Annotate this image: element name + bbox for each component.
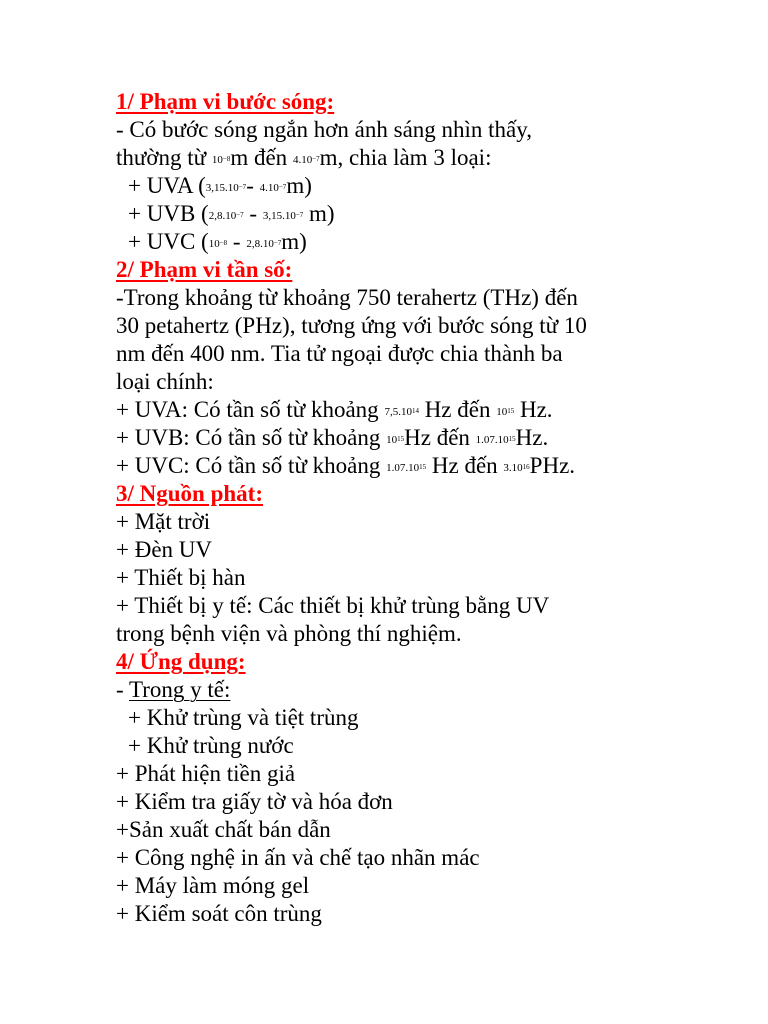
section2-paragraph-line: nm đến 400 nm. Tia tử ngoại được chia thành ba <box>116 341 563 366</box>
section1-uvb: + UVB ($2,8.10^{-7} - 3,15.10^{-7}$ m) <box>128 201 335 226</box>
section2-uva: + UVA: Có tần số từ khoảng 7,5.10$^{14}$ Hz đến $10^{15}$ Hz. <box>116 397 553 422</box>
formula: $2,8.10^{-7}$ <box>246 238 282 250</box>
formula: $2,8.10^{-7}$ <box>208 210 244 222</box>
section2-uvb: + UVB: Có tần số từ khoảng $10^{15}Hz$ đến 1.07.10$^{15}$Hz. <box>116 425 549 450</box>
formula: 1.07.10$^{15}$ <box>386 462 427 474</box>
medical-subheading: - Trong y tế: <box>116 677 231 702</box>
section2-uvc: + UVC: Có tần số từ khoảng 1.07.10$^{15}$ Hz đến 3.10$^{16}$PHz. <box>116 453 576 478</box>
list-item: + Mặt trời <box>116 509 211 534</box>
formula: $10^{-8}$ <box>211 154 231 166</box>
section2-paragraph-line: loại chính: <box>116 369 214 394</box>
formula: 3.10$^{16}$ <box>503 462 530 474</box>
list-item: + Thiết bị y tế: Các thiết bị khử trùng bằng UV <box>116 593 550 618</box>
section4-heading: 4/ Ứng dụng: <box>116 649 246 674</box>
formula: $3,15.10^{-7}$ <box>262 210 304 222</box>
formula: $4.10^{-7}$ <box>292 154 320 166</box>
list-item: + Công nghệ in ấn và chế tạo nhãn mác <box>116 845 480 870</box>
section1-heading: 1/ Phạm vi bước sóng: <box>116 89 335 114</box>
list-item: + Phát hiện tiền giả <box>116 761 296 786</box>
list-item: + Khử trùng và tiệt trùng <box>128 705 359 730</box>
section3-heading: 3/ Nguồn phát: <box>116 481 263 506</box>
list-item: + Kiểm soát côn trùng <box>116 901 322 926</box>
section1-uva: + UVA ($3,15.10^{-7}-$ $4.10^{-7}m$) <box>128 173 312 198</box>
formula: $3,15.10^{-7}$ <box>205 182 247 194</box>
section1-intro-line2: thường từ $10^{-8}m$ đến $4.10^{-7}m$, chia làm 3 loại: <box>116 145 492 170</box>
section1-intro-line1: - Có bước sóng ngắn hơn ánh sáng nhìn thấy, <box>116 117 533 142</box>
document-page <box>116 88 736 928</box>
formula: $10^{-8}$ <box>208 238 228 250</box>
list-item: + Kiểm tra giấy tờ và hóa đơn <box>116 789 393 814</box>
section1-uvc: + UVC $(10^{-8} - 2,8.10^{-7}m)$ <box>128 229 307 254</box>
list-item: +Sản xuất chất bán dẫn <box>116 817 331 842</box>
formula: 1.07.10$^{15}$ <box>475 434 516 446</box>
list-item: trong bệnh viện và phòng thí nghiệm. <box>116 621 462 646</box>
list-item: + Đèn UV <box>116 537 213 562</box>
section2-heading: 2/ Phạm vi tần số: <box>116 257 293 282</box>
list-item: + Thiết bị hàn <box>116 565 246 590</box>
section2-paragraph-line: -Trong khoảng từ khoảng 750 terahertz (THz) đến <box>116 285 578 310</box>
formula: 7,5.10$^{14}$ <box>384 406 419 418</box>
list-item: + Máy làm móng gel <box>116 873 310 898</box>
formula: $10^{15}$ <box>496 406 515 418</box>
formula: $10^{15}$ <box>386 434 405 446</box>
section2-paragraph-line: 30 petahertz (PHz), tương ứng với bước sóng từ 10 <box>116 313 587 338</box>
formula: $4.10^{-7}$ <box>259 182 287 194</box>
list-item: + Khử trùng nước <box>128 733 294 758</box>
